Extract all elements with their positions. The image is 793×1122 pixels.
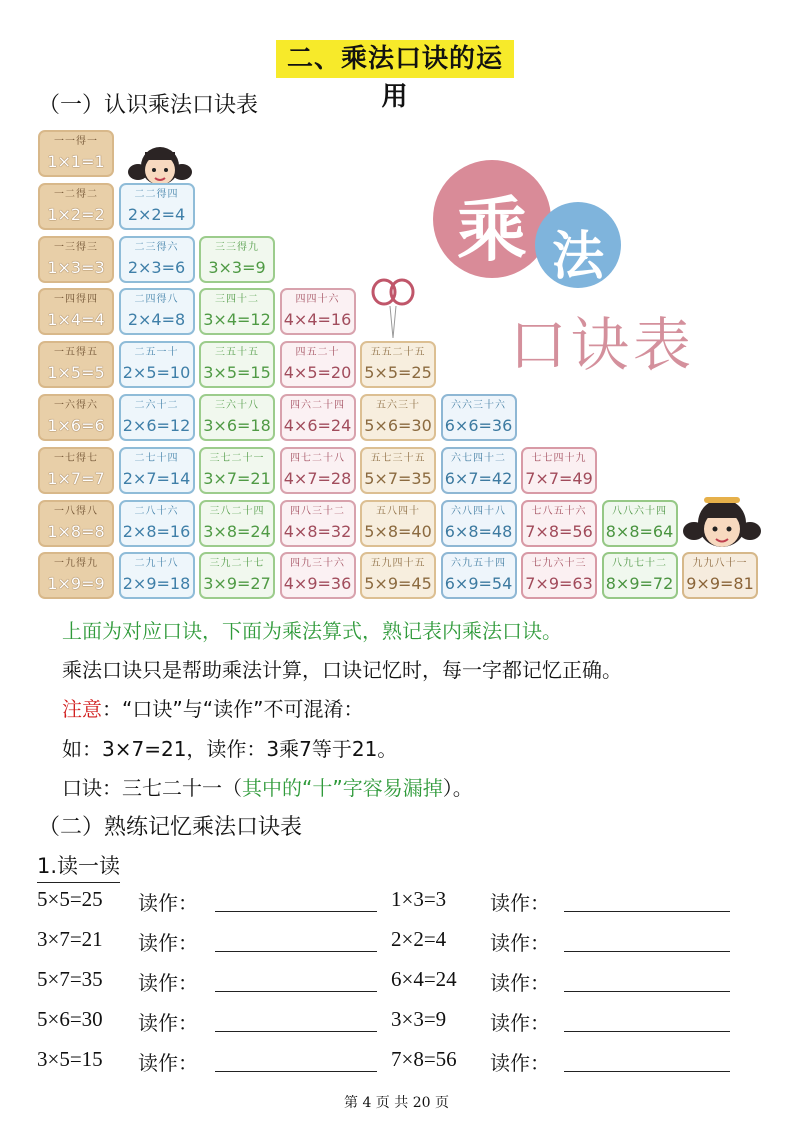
cell-formula: 3×7=21	[203, 468, 271, 488]
table-cell	[441, 500, 517, 547]
cell-koujue: 三六十八	[215, 400, 259, 411]
cell-formula: 2×4=8	[127, 310, 186, 330]
cell-koujue: 六六三十六	[451, 400, 506, 411]
cell-formula: 1×1=1	[47, 152, 105, 171]
read-label: 读作：	[138, 1051, 198, 1075]
cell-koujue: 四四十六	[295, 294, 340, 306]
cell-formula: 1×8=8	[47, 521, 105, 541]
cell-koujue: 三四十二	[215, 294, 259, 306]
paragraph-4: 如：3×7=21，读作：3乘7等于21。	[62, 737, 398, 761]
cell-formula: 6×7=42	[444, 468, 513, 488]
table-cell	[602, 500, 678, 547]
cell-koujue: 三三得九	[215, 241, 259, 253]
cell-formula: 4×9=36	[283, 574, 352, 594]
cell-formula: 2×3=6	[127, 257, 186, 277]
cell-koujue: 四九三十六	[290, 558, 345, 570]
table-cell	[360, 341, 436, 388]
cell-formula: 8×9=72	[605, 574, 674, 594]
exercise-left-formula: 3×7=21	[37, 927, 103, 951]
cell-koujue: 六八四十八	[451, 505, 506, 517]
table-cell	[38, 447, 114, 494]
section-heading-2: （二）熟练记忆乘法口诀表	[38, 815, 303, 840]
exercise-left-formula: 5×5=25	[37, 887, 103, 911]
table-cell	[521, 447, 597, 494]
table-cell	[38, 236, 114, 283]
cell-formula: 2×9=18	[122, 574, 191, 594]
cell-koujue: 一一得一	[54, 136, 98, 147]
cell-koujue: 二四得八	[134, 294, 179, 306]
answer-blank[interactable]	[215, 927, 377, 952]
table-cell	[280, 341, 356, 388]
cell-koujue: 一九得九	[54, 558, 98, 570]
cell-formula: 2×7=14	[122, 468, 191, 488]
read-label: 读作：	[490, 891, 550, 915]
answer-blank[interactable]	[215, 1007, 377, 1032]
table-cell	[280, 394, 356, 441]
cell-koujue: 九九八十一	[692, 558, 748, 570]
table-cell	[682, 552, 758, 599]
paragraph-3	[62, 693, 363, 722]
cell-formula: 2×8=16	[122, 521, 191, 541]
cell-koujue: 四七二十八	[290, 452, 345, 464]
koujuebiao-text: 口诀表	[509, 311, 696, 379]
table-cell	[199, 552, 275, 599]
cell-koujue: 二三得六	[134, 241, 179, 253]
cell-formula: 7×8=56	[525, 521, 593, 541]
cell-formula: 1×9=9	[47, 574, 105, 594]
cell-koujue: 七八五十六	[531, 505, 587, 517]
page-footer: 第 4 页 共 20 页	[344, 1095, 449, 1111]
cell-koujue: 一七得七	[54, 452, 98, 464]
cell-formula: 6×9=54	[444, 574, 513, 594]
exercise-right-formula: 3×3=9	[391, 1007, 447, 1031]
table-cell	[119, 288, 195, 335]
cell-formula: 2×6=12	[122, 416, 191, 435]
cell-koujue: 七九六十三	[531, 558, 587, 570]
cell-koujue: 二九十八	[134, 558, 179, 570]
table-cell	[119, 236, 195, 283]
answer-blank[interactable]	[564, 1007, 730, 1032]
table-cell	[119, 552, 195, 599]
p5-pre: 口诀：三七二十一（	[62, 776, 242, 800]
table-cell	[38, 552, 114, 599]
answer-blank[interactable]	[215, 887, 377, 912]
cell-formula: 2×2=4	[127, 204, 186, 224]
table-cell	[280, 552, 356, 599]
cell-koujue: 一三得三	[54, 241, 98, 253]
cell-koujue: 四八三十二	[290, 505, 345, 517]
table-cell	[360, 394, 436, 441]
table-cell	[38, 341, 114, 388]
read-label: 读作：	[138, 931, 198, 955]
cell-formula: 3×5=15	[203, 363, 271, 383]
table-cell	[38, 500, 114, 547]
answer-blank[interactable]	[564, 967, 730, 992]
table-cell	[199, 500, 275, 547]
cell-formula: 1×2=2	[47, 204, 105, 224]
paragraph-2: 乘法口诀只是帮助乘法计算，口诀记忆时，每一字都记忆正确。	[62, 658, 622, 682]
cell-formula: 5×8=40	[364, 521, 432, 541]
table-cell	[38, 288, 114, 335]
cell-formula: 3×3=9	[208, 257, 266, 277]
cell-koujue: 三七二十一	[209, 452, 265, 464]
cell-formula: 3×6=18	[203, 416, 271, 435]
note-text: ：“口诀”与“读作”不可混淆：	[102, 697, 364, 721]
cheng-char: 乘	[457, 189, 527, 271]
table-cell	[199, 394, 275, 441]
table-cell	[360, 447, 436, 494]
table-cell	[38, 183, 114, 230]
table-cell	[199, 447, 275, 494]
cell-koujue: 五五二十五	[370, 347, 426, 359]
table-cell	[360, 552, 436, 599]
paragraph-1: 上面为对应口诀，下面为乘法算式，熟记表内乘法口诀。	[62, 619, 562, 643]
table-cell	[280, 500, 356, 547]
p5-green: 其中的“十”字容易漏掉	[242, 776, 443, 800]
exercise-left-formula: 5×6=30	[37, 1007, 103, 1031]
cell-formula: 6×6=36	[444, 416, 513, 435]
p5-post: ）。	[442, 776, 473, 800]
answer-blank[interactable]	[215, 967, 377, 992]
read-label: 读作：	[138, 891, 198, 915]
cell-formula: 5×9=45	[364, 574, 432, 594]
table-cell	[119, 183, 195, 230]
table-cell	[280, 288, 356, 335]
fa-char: 法	[551, 227, 604, 287]
table-cell	[441, 552, 517, 599]
cell-koujue: 三五十五	[215, 347, 259, 359]
read-label: 读作：	[490, 971, 550, 995]
read-label: 读作：	[490, 1051, 550, 1075]
cell-koujue: 六九五十四	[451, 558, 506, 570]
cell-formula: 1×7=7	[47, 468, 105, 488]
cell-koujue: 二五一十	[134, 347, 179, 359]
read-label: 读作：	[490, 1011, 550, 1035]
cell-koujue: 一二得二	[54, 188, 98, 200]
table-cell	[199, 288, 275, 335]
cell-koujue: 二七十四	[134, 452, 179, 464]
cell-koujue: 五七三十五	[370, 452, 426, 464]
cell-formula: 3×9=27	[203, 574, 271, 594]
page-title: 二、乘法口诀的运用	[276, 40, 514, 78]
cell-koujue: 二八十六	[134, 505, 179, 517]
table-cell	[199, 236, 275, 283]
cell-formula: 6×8=48	[444, 521, 513, 541]
cell-formula: 7×9=63	[525, 574, 593, 594]
table-cell	[119, 341, 195, 388]
table-cell	[441, 447, 517, 494]
table-cell	[521, 552, 597, 599]
note-label: 注意	[62, 697, 102, 721]
cell-formula: 8×8=64	[605, 521, 674, 541]
cell-koujue: 五九四十五	[370, 558, 426, 570]
sub-heading: 1.读一读	[37, 850, 120, 883]
cell-formula: 1×4=4	[47, 310, 105, 330]
table-cell	[280, 447, 356, 494]
table-cell	[38, 130, 114, 177]
cell-formula: 1×3=3	[47, 257, 105, 277]
answer-blank[interactable]	[564, 927, 730, 952]
cell-koujue: 七七四十九	[531, 452, 587, 464]
exercise-left-formula: 5×7=35	[37, 967, 103, 991]
table-cell	[119, 500, 195, 547]
cell-koujue: 三八二十四	[209, 505, 265, 517]
table-cell	[441, 394, 517, 441]
read-label: 读作：	[138, 1011, 198, 1035]
exercise-right-formula: 7×8=56	[391, 1047, 457, 1071]
section-heading-1: （一）认识乘法口诀表	[38, 93, 259, 118]
cell-koujue: 二六十二	[134, 400, 179, 411]
table-cell	[119, 447, 195, 494]
cell-formula: 1×6=6	[47, 416, 105, 435]
cell-koujue: 五六三十	[376, 400, 420, 411]
exercise-right-formula: 6×4=24	[391, 967, 457, 991]
cell-formula: 3×4=12	[203, 310, 271, 330]
answer-blank[interactable]	[215, 1047, 377, 1072]
cell-formula: 1×5=5	[47, 363, 105, 383]
table-cell	[199, 341, 275, 388]
cell-koujue: 五八四十	[376, 505, 420, 517]
cell-formula: 3×8=24	[203, 521, 271, 541]
paragraph-5	[62, 772, 473, 801]
cell-koujue: 四五二十	[295, 347, 340, 359]
cell-koujue: 六七四十二	[451, 452, 506, 464]
cell-koujue: 一八得八	[54, 505, 98, 517]
cell-koujue: 三九二十七	[209, 558, 265, 570]
read-label: 读作：	[138, 971, 198, 995]
cell-koujue: 一五得五	[54, 347, 98, 359]
girl-icon-2	[680, 493, 764, 555]
table-cell	[602, 552, 678, 599]
balloon-icon	[368, 278, 418, 340]
cell-koujue: 四六二十四	[290, 400, 345, 411]
read-label: 读作：	[490, 931, 550, 955]
cell-formula: 4×5=20	[283, 363, 352, 383]
cell-formula: 2×5=10	[122, 363, 191, 383]
cell-koujue: 八九七十二	[612, 558, 667, 570]
cell-formula: 5×7=35	[364, 468, 432, 488]
cell-koujue: 二二得四	[134, 188, 179, 200]
exercise-right-formula: 2×2=4	[391, 927, 447, 951]
cell-koujue: 一四得四	[54, 294, 98, 306]
table-cell	[521, 500, 597, 547]
cell-formula: 4×8=32	[283, 521, 352, 541]
table-cell	[119, 394, 195, 441]
cell-formula: 4×4=16	[283, 310, 352, 330]
exercise-left-formula: 3×5=15	[37, 1047, 103, 1071]
cell-formula: 4×7=28	[283, 468, 352, 488]
answer-blank[interactable]	[564, 1047, 730, 1072]
answer-blank[interactable]	[564, 887, 730, 912]
table-cell	[360, 500, 436, 547]
cell-formula: 9×9=81	[686, 574, 754, 594]
cell-formula: 5×6=30	[364, 416, 432, 435]
decoration-title	[425, 160, 725, 379]
table-cell	[38, 394, 114, 441]
cell-koujue: 一六得六	[54, 400, 98, 411]
cell-formula: 7×7=49	[525, 468, 593, 488]
cell-koujue: 八八六十四	[612, 505, 667, 517]
exercise-right-formula: 1×3=3	[391, 887, 447, 911]
cell-formula: 5×5=25	[364, 363, 432, 383]
cell-formula: 4×6=24	[283, 416, 352, 435]
